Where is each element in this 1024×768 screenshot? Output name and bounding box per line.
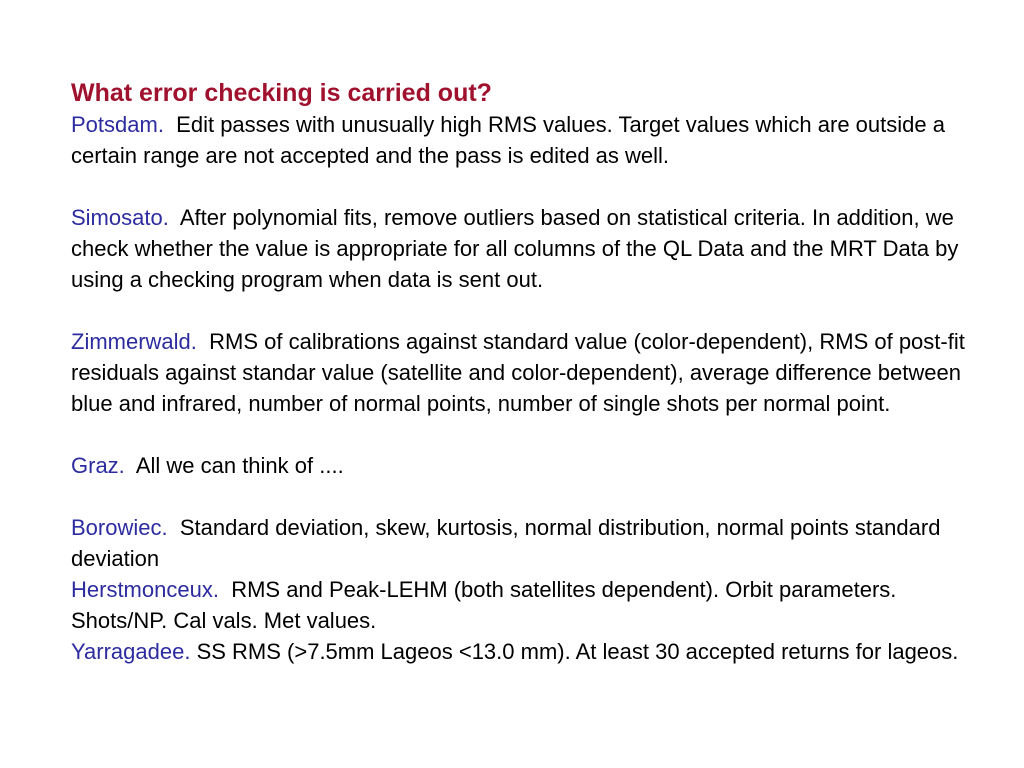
site-name-zimmerwald: Zimmerwald. — [71, 329, 197, 354]
entry-herstmonceux — [71, 574, 984, 636]
site-name-yarragadee: Yarragadee. — [71, 639, 191, 664]
site-name-simosato: Simosato. — [71, 205, 169, 230]
site-name-graz: Graz. — [71, 453, 125, 478]
entry-potsdam — [71, 109, 984, 171]
entry-text-potsdam: Edit passes with unusually high RMS values. Target values which are outside a certain range are not accepted and the pass is edited as well. — [71, 112, 945, 168]
entry-text-zimmerwald: RMS of calibrations against standard value (color-dependent), RMS of post-fit residuals against standar value (satellite and color-dependent), average difference between blue and infrared, number of normal points, number of single shots per normal point. — [71, 329, 965, 416]
entry-graz — [71, 450, 984, 481]
entry-text-graz: All we can think of .... — [135, 453, 344, 478]
entry-text-herstmonceux: RMS and Peak-LEHM (both satellites dependent). Orbit parameters. Shots/NP. Cal vals. Met values. — [71, 577, 897, 633]
site-name-borowiec: Borowiec. — [71, 515, 168, 540]
site-name-potsdam: Potsdam. — [71, 112, 164, 137]
site-name-herstmonceux: Herstmonceux. — [71, 577, 219, 602]
entry-text-borowiec: Standard deviation, skew, kurtosis, normal distribution, normal points standard deviation — [71, 515, 941, 571]
entry-yarragadee — [71, 636, 984, 667]
slide-title: What error checking is carried out? — [71, 79, 492, 107]
entry-simosato — [71, 202, 984, 295]
entry-borowiec — [71, 512, 984, 574]
entry-zimmerwald — [71, 326, 984, 419]
entry-text-simosato: After polynomial fits, remove outliers based on statistical criteria. In addition, we check whether the value is appropriate for all columns of the QL Data and the MRT Data by using a checking program when data is sent out. — [71, 205, 959, 292]
entry-text-yarragadee: SS RMS (>7.5mm Lageos <13.0 mm). At least 30 accepted returns for lageos. — [196, 639, 959, 664]
